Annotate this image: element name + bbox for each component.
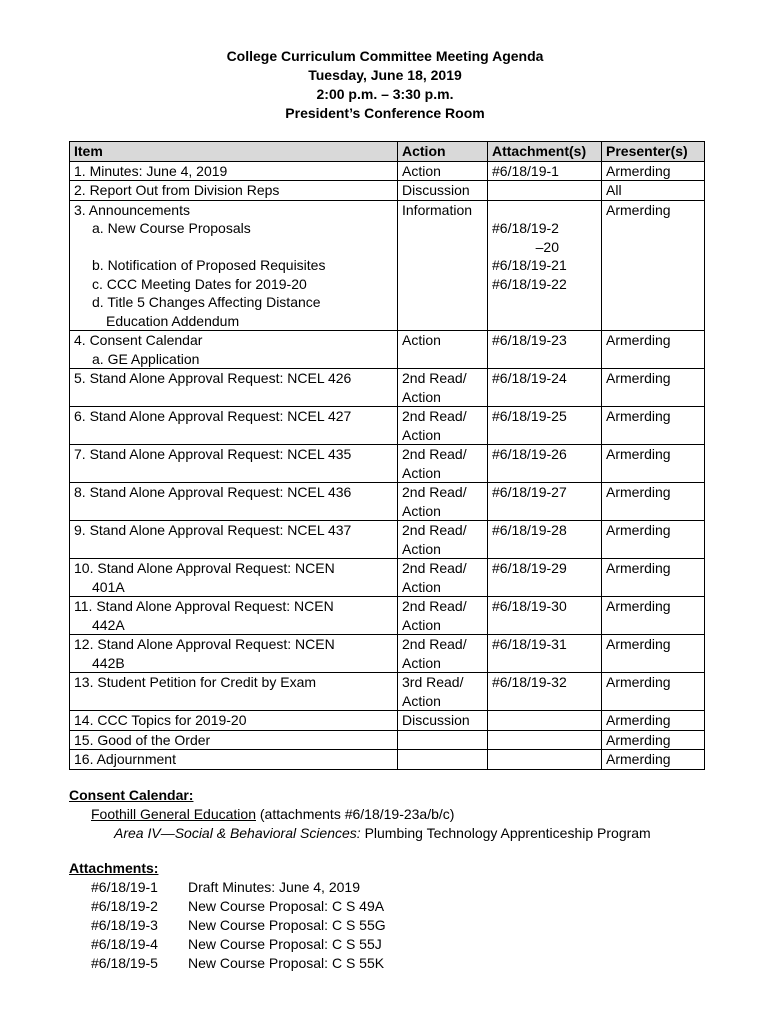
sub-item: d. Title 5 Changes Affecting Distance bbox=[92, 294, 321, 310]
action-cell bbox=[398, 407, 488, 445]
attachment-description: New Course Proposal: C S 55K bbox=[188, 955, 385, 971]
table-row bbox=[70, 181, 705, 201]
attachment-number: #6/18/19-2 bbox=[91, 898, 158, 914]
attachment-cell: #6/18/19-25 bbox=[488, 407, 602, 445]
meeting-time: 2:00 p.m. – 3:30 p.m. bbox=[316, 86, 454, 102]
action-line: Action bbox=[402, 616, 441, 633]
item-label: 11. Stand Alone Approval Request: NCEN bbox=[74, 598, 334, 614]
action-line: Action bbox=[402, 692, 441, 709]
item-cell bbox=[70, 200, 398, 331]
table-row bbox=[70, 369, 705, 407]
consent-ge-line bbox=[69, 805, 651, 824]
presenter-cell: Armerding bbox=[602, 161, 705, 181]
presenter-cell: Armerding bbox=[602, 521, 705, 559]
presenter-cell: Armerding bbox=[602, 673, 705, 711]
action-line: Action bbox=[402, 426, 441, 443]
item-cell: 7. Stand Alone Approval Request: NCEL 435 bbox=[70, 445, 398, 483]
attachment-cell bbox=[488, 711, 602, 731]
attachment-cell: #6/18/19-23 bbox=[488, 331, 602, 369]
action-line: Action bbox=[402, 654, 441, 671]
attachment-list-item bbox=[69, 897, 386, 916]
attachment-cell: #6/18/19-32 bbox=[488, 673, 602, 711]
item-label: 4. Consent Calendar bbox=[74, 332, 203, 348]
action-line: 2nd Read/ bbox=[402, 560, 467, 576]
presenter-cell: Armerding bbox=[602, 635, 705, 673]
attachment-cell: #6/18/19-28 bbox=[488, 521, 602, 559]
table-row bbox=[70, 673, 705, 711]
action-line: Action bbox=[402, 388, 441, 405]
item-cell: 8. Stand Alone Approval Request: NCEL 436 bbox=[70, 483, 398, 521]
attachment-list-item bbox=[69, 878, 386, 897]
item-label: 12. Stand Alone Approval Request: NCEN bbox=[74, 636, 335, 652]
item-cell: 16. Adjournment bbox=[70, 750, 398, 770]
agenda-header bbox=[0, 47, 770, 123]
attachment-cell: #6/18/19-24 bbox=[488, 369, 602, 407]
presenter-cell: Armerding bbox=[602, 369, 705, 407]
attachment-cell: #6/18/19-26 bbox=[488, 445, 602, 483]
table-row bbox=[70, 161, 705, 181]
action-cell bbox=[398, 635, 488, 673]
action-line: 2nd Read/ bbox=[402, 484, 467, 500]
action-cell: Information bbox=[398, 200, 488, 331]
item-cell bbox=[70, 635, 398, 673]
attachment-description: New Course Proposal: C S 49A bbox=[188, 898, 385, 914]
attachments-title: Attachments: bbox=[69, 860, 159, 876]
attachment-number: #6/18/19-5 bbox=[91, 955, 158, 971]
action-line: 2nd Read/ bbox=[402, 446, 467, 462]
consent-attachment-ref: (attachments #6/18/19-23a/b/c) bbox=[256, 806, 455, 822]
foothill-ge-link[interactable]: Foothill General Education bbox=[91, 806, 256, 822]
presenter-cell: Armerding bbox=[602, 200, 705, 331]
column-header-attachments: Attachment(s) bbox=[488, 142, 602, 162]
action-line: 2nd Read/ bbox=[402, 408, 467, 424]
item-label: 3. Announcements bbox=[74, 201, 190, 218]
agenda-table bbox=[69, 141, 705, 770]
attachment-description: Draft Minutes: June 4, 2019 bbox=[188, 879, 360, 895]
attachment-description: New Course Proposal: C S 55G bbox=[188, 917, 386, 933]
action-line: Action bbox=[402, 502, 441, 519]
action-cell bbox=[398, 597, 488, 635]
item-cell: 5. Stand Alone Approval Request: NCEL 426 bbox=[70, 369, 398, 407]
action-line: 2nd Read/ bbox=[402, 636, 467, 652]
presenter-cell: Armerding bbox=[602, 331, 705, 369]
action-line: Action bbox=[402, 464, 441, 481]
item-cell: 14. CCC Topics for 2019-20 bbox=[70, 711, 398, 731]
attachment-number: #6/18/19-1 bbox=[91, 879, 158, 895]
sub-item-continued: Education Addendum bbox=[106, 312, 240, 329]
attachment-cell bbox=[488, 200, 602, 331]
table-row bbox=[70, 521, 705, 559]
item-cell bbox=[70, 597, 398, 635]
attachment-list-item bbox=[69, 954, 386, 973]
action-line: 3rd Read/ bbox=[402, 674, 464, 690]
item-cell: 13. Student Petition for Credit by Exam bbox=[70, 673, 398, 711]
action-cell bbox=[398, 521, 488, 559]
item-label-continued: 442A bbox=[92, 616, 125, 633]
table-row bbox=[70, 483, 705, 521]
item-cell bbox=[70, 559, 398, 597]
meeting-location: President’s Conference Room bbox=[285, 105, 485, 121]
action-cell bbox=[398, 730, 488, 750]
agenda-title: College Curriculum Committee Meeting Agenda bbox=[226, 48, 544, 64]
action-cell bbox=[398, 750, 488, 770]
table-row bbox=[70, 445, 705, 483]
item-cell bbox=[70, 331, 398, 369]
action-cell bbox=[398, 483, 488, 521]
action-line: Action bbox=[402, 540, 441, 557]
item-cell: 2. Report Out from Division Reps bbox=[70, 181, 398, 201]
table-row bbox=[70, 559, 705, 597]
attachments-section bbox=[69, 859, 386, 973]
action-cell: Action bbox=[398, 161, 488, 181]
attachment-ref: –20 bbox=[535, 238, 559, 255]
presenter-cell: Armerding bbox=[602, 730, 705, 750]
action-line: 2nd Read/ bbox=[402, 370, 467, 386]
attachment-ref: #6/18/19-2 bbox=[492, 220, 559, 236]
presenter-cell: Armerding bbox=[602, 597, 705, 635]
item-label: 10. Stand Alone Approval Request: NCEN bbox=[74, 560, 335, 576]
action-cell: Discussion bbox=[398, 711, 488, 731]
attachment-cell: #6/18/19-31 bbox=[488, 635, 602, 673]
attachment-cell: #6/18/19-27 bbox=[488, 483, 602, 521]
attachment-cell bbox=[488, 750, 602, 770]
action-cell bbox=[398, 673, 488, 711]
presenter-cell: Armerding bbox=[602, 750, 705, 770]
attachment-cell: #6/18/19-29 bbox=[488, 559, 602, 597]
presenter-cell: Armerding bbox=[602, 483, 705, 521]
presenter-cell: All bbox=[602, 181, 705, 201]
action-line: Action bbox=[402, 578, 441, 595]
action-cell bbox=[398, 445, 488, 483]
table-row bbox=[70, 711, 705, 731]
attachment-ref: #6/18/19-22 bbox=[492, 275, 567, 292]
item-cell: 1. Minutes: June 4, 2019 bbox=[70, 161, 398, 181]
column-header-action: Action bbox=[398, 142, 488, 162]
action-line: 2nd Read/ bbox=[402, 522, 467, 538]
item-label-continued: 442B bbox=[92, 654, 125, 671]
attachment-cell bbox=[488, 181, 602, 201]
attachment-cell: #6/18/19-1 bbox=[488, 161, 602, 181]
sub-item: c. CCC Meeting Dates for 2019-20 bbox=[92, 275, 307, 292]
sub-item: a. New Course Proposals bbox=[92, 220, 251, 236]
action-line: 2nd Read/ bbox=[402, 598, 467, 614]
consent-calendar-title: Consent Calendar: bbox=[69, 787, 194, 803]
attachment-list-item bbox=[69, 935, 386, 954]
attachment-number: #6/18/19-3 bbox=[91, 917, 158, 933]
table-row bbox=[70, 597, 705, 635]
attachment-ref: #6/18/19-21 bbox=[492, 257, 567, 273]
attachment-description: New Course Proposal: C S 55J bbox=[188, 936, 382, 952]
attachment-list-item bbox=[69, 916, 386, 935]
attachment-number: #6/18/19-4 bbox=[91, 936, 158, 952]
table-row bbox=[70, 750, 705, 770]
table-row bbox=[70, 200, 705, 331]
table-row bbox=[70, 635, 705, 673]
meeting-date: Tuesday, June 18, 2019 bbox=[308, 67, 462, 83]
area-label: Area IV—Social & Behavioral Sciences: bbox=[114, 825, 361, 841]
sub-item: a. GE Application bbox=[92, 350, 200, 367]
area-program: Plumbing Technology Apprenticeship Program bbox=[360, 825, 651, 841]
column-header-item: Item bbox=[70, 142, 398, 162]
consent-area-line bbox=[69, 824, 651, 843]
action-cell bbox=[398, 369, 488, 407]
action-cell: Discussion bbox=[398, 181, 488, 201]
action-cell bbox=[398, 559, 488, 597]
presenter-cell: Armerding bbox=[602, 559, 705, 597]
action-cell: Action bbox=[398, 331, 488, 369]
sub-item: b. Notification of Proposed Requisites bbox=[92, 257, 326, 273]
presenter-cell: Armerding bbox=[602, 445, 705, 483]
table-header-row bbox=[70, 142, 705, 162]
item-cell: 9. Stand Alone Approval Request: NCEL 437 bbox=[70, 521, 398, 559]
item-cell: 15. Good of the Order bbox=[70, 730, 398, 750]
consent-calendar-section bbox=[69, 786, 651, 843]
table-row bbox=[70, 331, 705, 369]
item-label-continued: 401A bbox=[92, 578, 125, 595]
table-row bbox=[70, 407, 705, 445]
table-row bbox=[70, 730, 705, 750]
attachment-cell: #6/18/19-30 bbox=[488, 597, 602, 635]
item-cell: 6. Stand Alone Approval Request: NCEL 427 bbox=[70, 407, 398, 445]
presenter-cell: Armerding bbox=[602, 711, 705, 731]
attachment-cell bbox=[488, 730, 602, 750]
column-header-presenters: Presenter(s) bbox=[602, 142, 705, 162]
presenter-cell: Armerding bbox=[602, 407, 705, 445]
